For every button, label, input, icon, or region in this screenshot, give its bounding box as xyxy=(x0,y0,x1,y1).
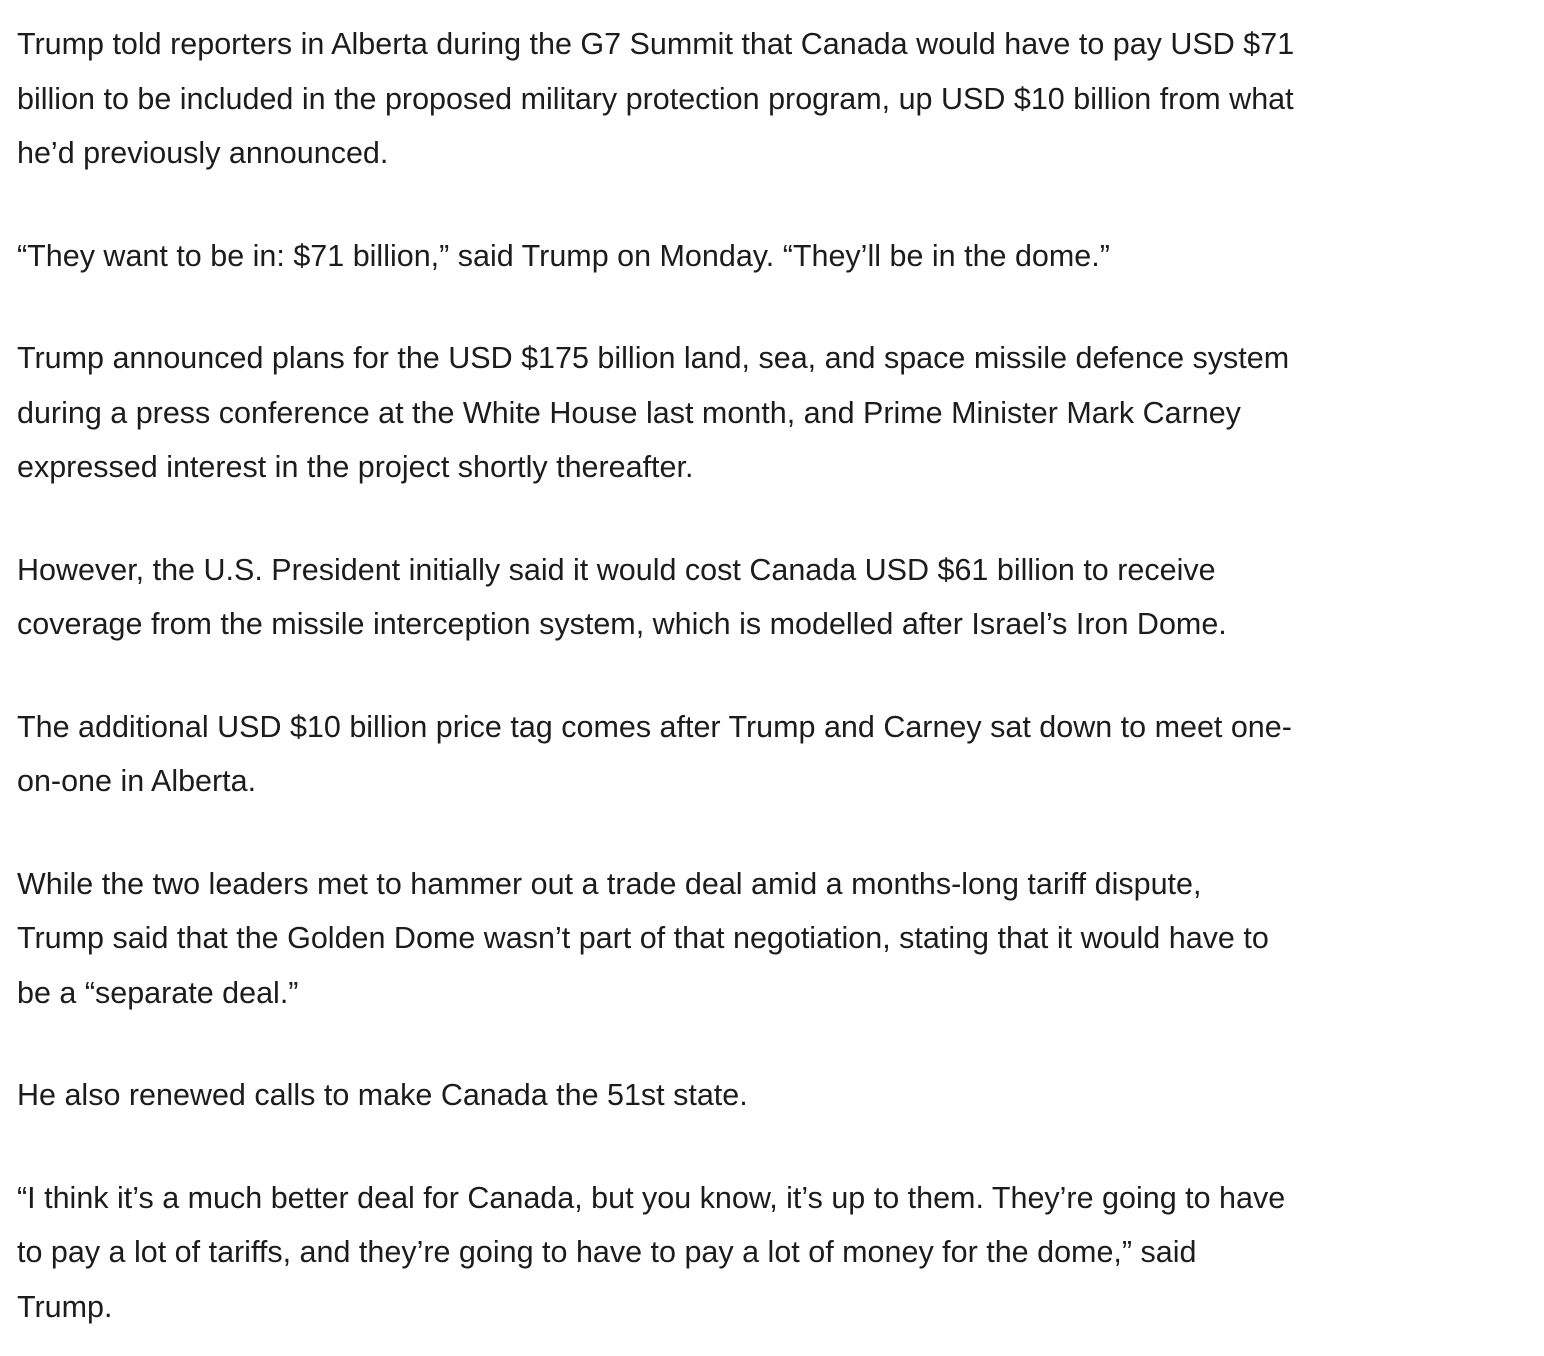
paragraph-1: Trump told reporters in Alberta during the G7 Summit that Canada would have to pay USD $71 billion to be included in the proposed military protection program, up USD $10 billion from what he’d previously announced. xyxy=(17,27,1295,170)
paragraph-3: Trump announced plans for the USD $175 billion land, sea, and space missile defence system during a press conference at the White House last month, and Prime Minister Mark Carney expressed interest in the project shortly thereafter. xyxy=(17,341,1290,484)
paragraph-5: The additional USD $10 billion price tag comes after Trump and Carney sat down to meet one- on-one in Alberta. xyxy=(17,709,1292,798)
paragraph-4: However, the U.S. President initially said it would cost Canada USD $61 billion to receive coverage from the missile interception system, which is modelled after Israel’s Iron Dome. xyxy=(17,552,1227,641)
paragraph-6: While the two leaders met to hammer out a trade deal amid a months-long tariff dispute, Trump said that the Golden Dome wasn’t part of that negotiation, stating that it would have to be a “separate deal.” xyxy=(17,866,1269,1010)
paragraph-2-quote: “They want to be in: $71 billion,” said Trump on Monday. “They’ll be in the dome.” xyxy=(17,238,1110,273)
paragraph-7: He also renewed calls to make Canada the 51st state. xyxy=(17,1078,748,1112)
paragraph-8-quote: “I think it’s a much better deal for Canada, but you know, it’s up to them. They’re going to have to pay a lot of tariffs, and they’re going to have to pay a lot of money for the dome,” said Trump. xyxy=(17,1180,1286,1324)
